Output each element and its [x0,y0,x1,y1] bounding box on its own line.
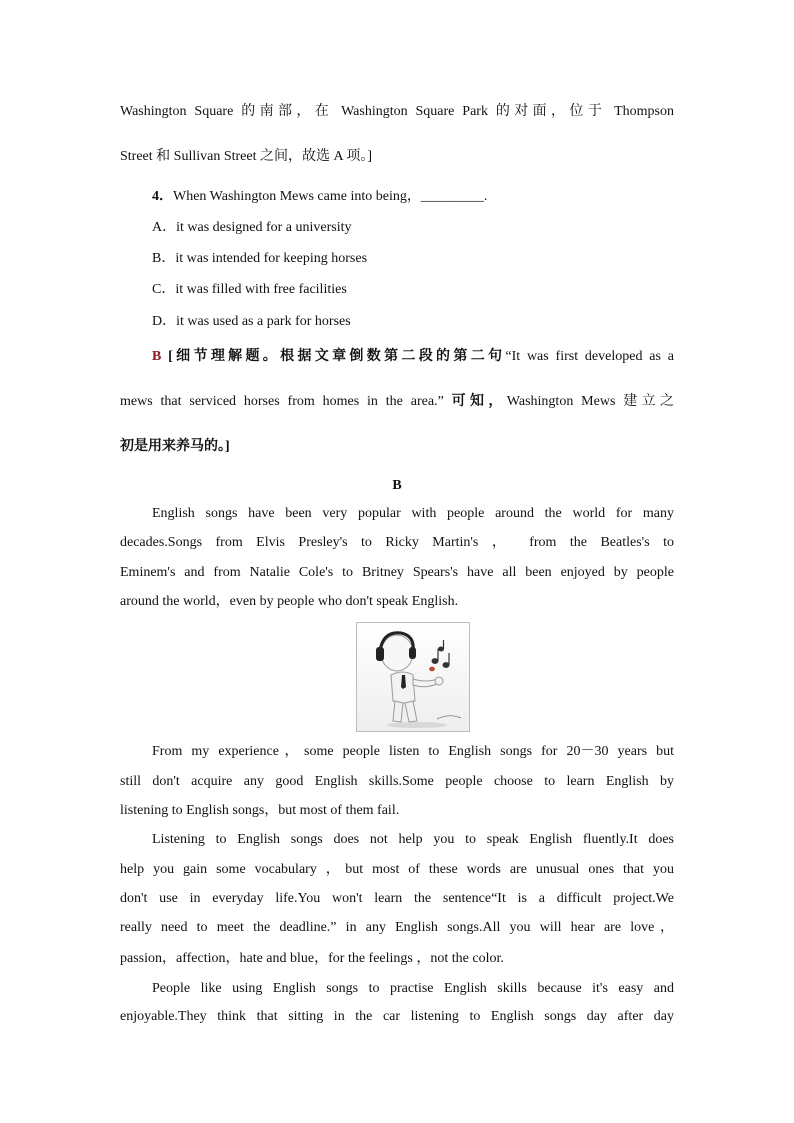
option-a-label: A． [152,220,177,235]
para2-line: still don't acquire any good English skills.Some people choose to learn English by [120,774,674,789]
person-with-headphones-icon [357,623,469,731]
para1-line: decades.Songs from Elvis Presley's to Ricky Martin's ， from the Beatles's to [120,535,674,550]
para1-line: around the world，even by people who don't speak English. [120,594,459,609]
para2-line: listening to English songs，but most of them fail. [120,803,400,818]
explanation-line-2: Street 和 Sullivan Street 之间，故选 A 项。] [120,149,372,164]
para3-line: really need to meet the deadline.” in any English songs.All you will hear are love， [120,920,674,935]
option-d [152,312,706,332]
option-d-text: it was used as a park for horses [176,314,351,329]
answer-conclusion-cn: 可知， [451,394,507,409]
option-b-text: it was intended for keeping horses [175,251,368,266]
answer-quote-end: mews that serviced horses from homes in the area.” [120,394,444,409]
option-b-label: B． [152,251,176,266]
para3-line: help you gain some vocabulary ，but most of these words are unusual ones that you [120,862,674,877]
para3-line: passion，affection，hate and blue，for the feelings ，not the color. [120,951,504,966]
answer-letter: B [152,349,162,364]
answer-blank: _________ [420,189,484,204]
answer-line-2 [120,392,674,412]
para4-line: enjoyable.They think that sitting in the car listening to English songs day after day [120,1009,674,1024]
question-end: . [483,189,488,204]
answer-explanation-cn: [细节理解题。根据文章倒数第二段的第二句 [168,349,506,364]
answer-line-3: 初是用来养马的。] [120,439,230,454]
option-a-text: it was designed for a university [176,220,352,235]
option-b [152,249,706,269]
answer-line-1 [152,347,674,367]
illustration-image [356,622,470,732]
explanation-line-1: Washington Square 的南部，在 Washington Square Park 的对面，位于 Thompson [120,104,674,119]
para1-line: English songs have been very popular with people around the world for many [152,506,674,521]
option-d-label: D． [152,314,177,329]
option-c [152,280,706,300]
option-c-text: it was filled with free facilities [175,282,347,297]
question-text: When Washington Mews came into being， [173,189,421,204]
para1-line: Eminem's and from Natalie Cole's to Britney Spears's have all been enjoyed by people [120,565,674,580]
answer-conclusion-rest: Washington Mews 建立之 [506,394,675,409]
para3-line: don't use in everyday life.You won't learn the sentence“It is a difficult project.We [120,891,674,906]
option-c-label: C． [152,282,176,297]
question-number: 4． [152,189,173,204]
question-4 [152,187,706,207]
answer-quote-start: “It was first developed as a [505,349,674,364]
section-heading: B [392,478,402,493]
option-a [152,218,706,238]
para4-line: People like using English songs to practise English skills because it's easy and [152,981,674,996]
para2-line: From my experience，some people listen to English songs for 20－30 years but [152,744,674,759]
para3-line: Listening to English songs does not help you to speak English fluently.It does [152,832,674,847]
